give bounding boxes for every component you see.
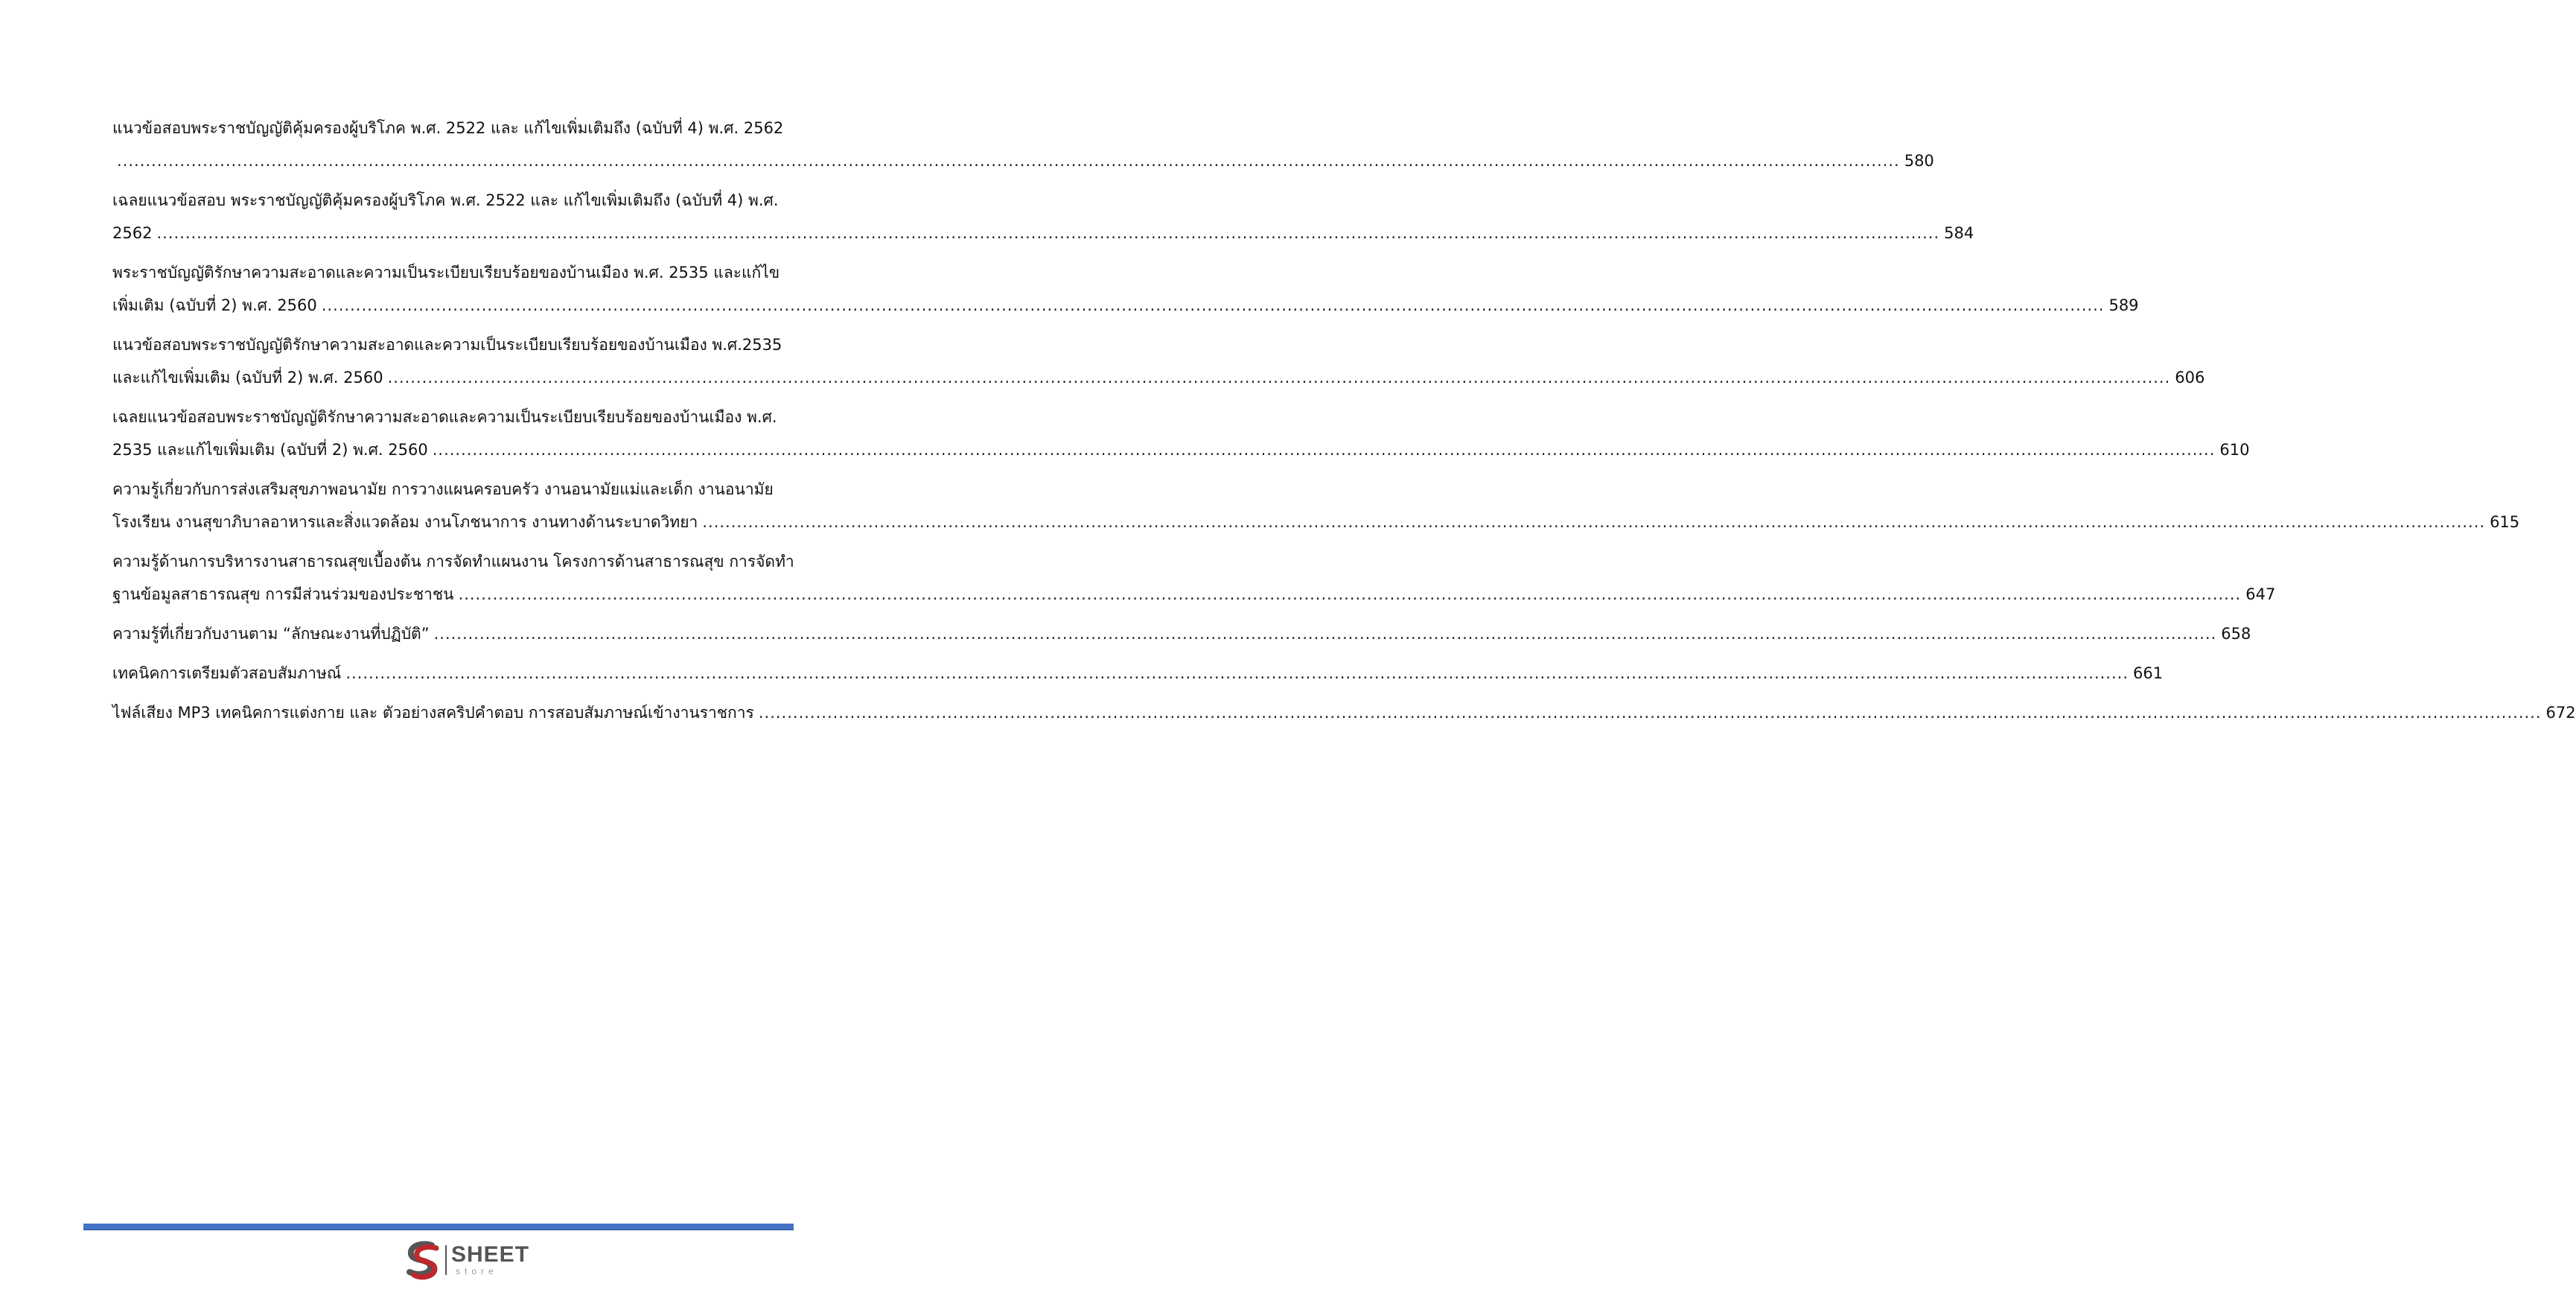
toc-dot-leader bbox=[388, 361, 2171, 394]
toc-entry-title: ความรู้เกี่ยวกับการส่งเสริมสุขภาพอนามัย การวางแผนครอบครัว งานอนามัยแม่และเด็ก งานอนามัย bbox=[112, 480, 774, 498]
toc-dot-leader bbox=[117, 144, 1900, 177]
toc-page-number: 610 bbox=[2219, 441, 2250, 459]
toc-dot-leader bbox=[156, 217, 1939, 249]
toc-entry-title: พระราชบัญญัติรักษาความสะอาดและความเป็นระเบียบเรียบร้อยของบ้านเมือง พ.ศ. 2535 และแก้ไข bbox=[112, 264, 780, 282]
toc-dot-leader bbox=[322, 289, 2105, 322]
toc-page-number: 606 bbox=[2175, 369, 2205, 387]
toc-entry[interactable] bbox=[112, 112, 1934, 177]
toc-dot-leader bbox=[345, 657, 2129, 690]
toc-entry-title: ความรู้ด้านการบริหารงานสาธารณสุขเบื้องต้น การจัดทำแผนงาน โครงการด้านสาธารณสุข การจัดทำ bbox=[112, 553, 794, 570]
toc-entry[interactable] bbox=[112, 256, 2139, 322]
toc-entry-title-continued: โรงเรียน งานสุขาภิบาลอาหารและสิ่งแวดล้อม งานโภชนาการ งานทางด้านระบาดวิทยา bbox=[112, 513, 698, 531]
toc-entry-title-continued: ฐานข้อมูลสาธารณสุข การมีส่วนร่วมของประชาชน bbox=[112, 585, 454, 603]
toc-page-number: 658 bbox=[2221, 625, 2251, 643]
toc-entry-title-continued: และแก้ไขเพิ่มเติม (ฉบับที่ 2) พ.ศ. 2560 bbox=[112, 369, 383, 387]
toc-entry-title-continued: ไฟล์เสียง MP3 เทคนิคการแต่งกาย และ ตัวอย่างสคริปคำตอบ การสอบสัมภาษณ์เข้างานราชการ bbox=[112, 704, 754, 722]
toc-entry-title-continued: ความรู้ที่เกี่ยวกับงานตาม “ลักษณะงานที่ปฏิบัติ” bbox=[112, 625, 430, 643]
toc-entry[interactable] bbox=[112, 696, 2576, 729]
toc-dot-leader bbox=[433, 433, 2216, 466]
sheet-store-s-icon bbox=[402, 1239, 444, 1281]
toc-dot-leader bbox=[702, 506, 2485, 538]
toc-dot-leader bbox=[759, 696, 2542, 729]
toc-entry[interactable] bbox=[112, 473, 2520, 538]
toc-entry[interactable] bbox=[112, 657, 2164, 690]
toc-page-number: 580 bbox=[1904, 152, 1934, 170]
toc-entry[interactable] bbox=[112, 401, 2250, 466]
footer-divider-bar bbox=[83, 1224, 794, 1230]
toc-dot-leader bbox=[459, 578, 2242, 611]
toc-page-number: 589 bbox=[2108, 296, 2139, 314]
toc-page-number: 661 bbox=[2133, 664, 2164, 682]
toc-entry[interactable] bbox=[112, 545, 2276, 611]
toc-entry-title-continued: เทคนิคการเตรียมตัวสอบสัมภาษณ์ bbox=[112, 664, 342, 682]
toc-entry-title: แนวข้อสอบพระราชบัญญัติคุ้มครองผู้บริโภค พ.ศ. 2522 และ แก้ไขเพิ่มเติมถึง (ฉบับที่ 4) พ.ศ. 2562 bbox=[112, 119, 784, 137]
logo-divider bbox=[445, 1245, 447, 1275]
toc-page-number: 672 bbox=[2545, 704, 2576, 722]
toc-dot-leader bbox=[434, 617, 2217, 650]
toc-page-number: 615 bbox=[2490, 513, 2520, 531]
toc-entry[interactable] bbox=[112, 184, 1974, 249]
toc-page-number: 584 bbox=[1944, 224, 1974, 242]
toc-entry[interactable] bbox=[112, 617, 2251, 650]
table-of-contents bbox=[112, 112, 2576, 736]
toc-entry-title-continued: 2535 และแก้ไขเพิ่มเติม (ฉบับที่ 2) พ.ศ. 2560 bbox=[112, 441, 428, 459]
toc-page-number: 647 bbox=[2245, 585, 2276, 603]
logo-brand-text: SHEET bbox=[451, 1242, 530, 1267]
toc-entry[interactable] bbox=[112, 328, 2205, 394]
toc-entry-title: เฉลยแนวข้อสอบพระราชบัญญัติรักษาความสะอาดและความเป็นระเบียบเรียบร้อยของบ้านเมือง พ.ศ. bbox=[112, 408, 777, 426]
logo-brand-subtext: store bbox=[456, 1266, 498, 1276]
toc-entry-title: แนวข้อสอบพระราชบัญญัติรักษาความสะอาดและความเป็นระเบียบเรียบร้อยของบ้านเมือง พ.ศ.2535 bbox=[112, 336, 782, 354]
toc-entry-title: เฉลยแนวข้อสอบ พระราชบัญญัติคุ้มครองผู้บริโภค พ.ศ. 2522 และ แก้ไขเพิ่มเติมถึง (ฉบับที่ 4) พ.ศ. bbox=[112, 191, 779, 209]
toc-entry-title-continued: 2562 bbox=[112, 224, 153, 242]
toc-entry-title-continued: เพิ่มเติม (ฉบับที่ 2) พ.ศ. 2560 bbox=[112, 296, 317, 314]
